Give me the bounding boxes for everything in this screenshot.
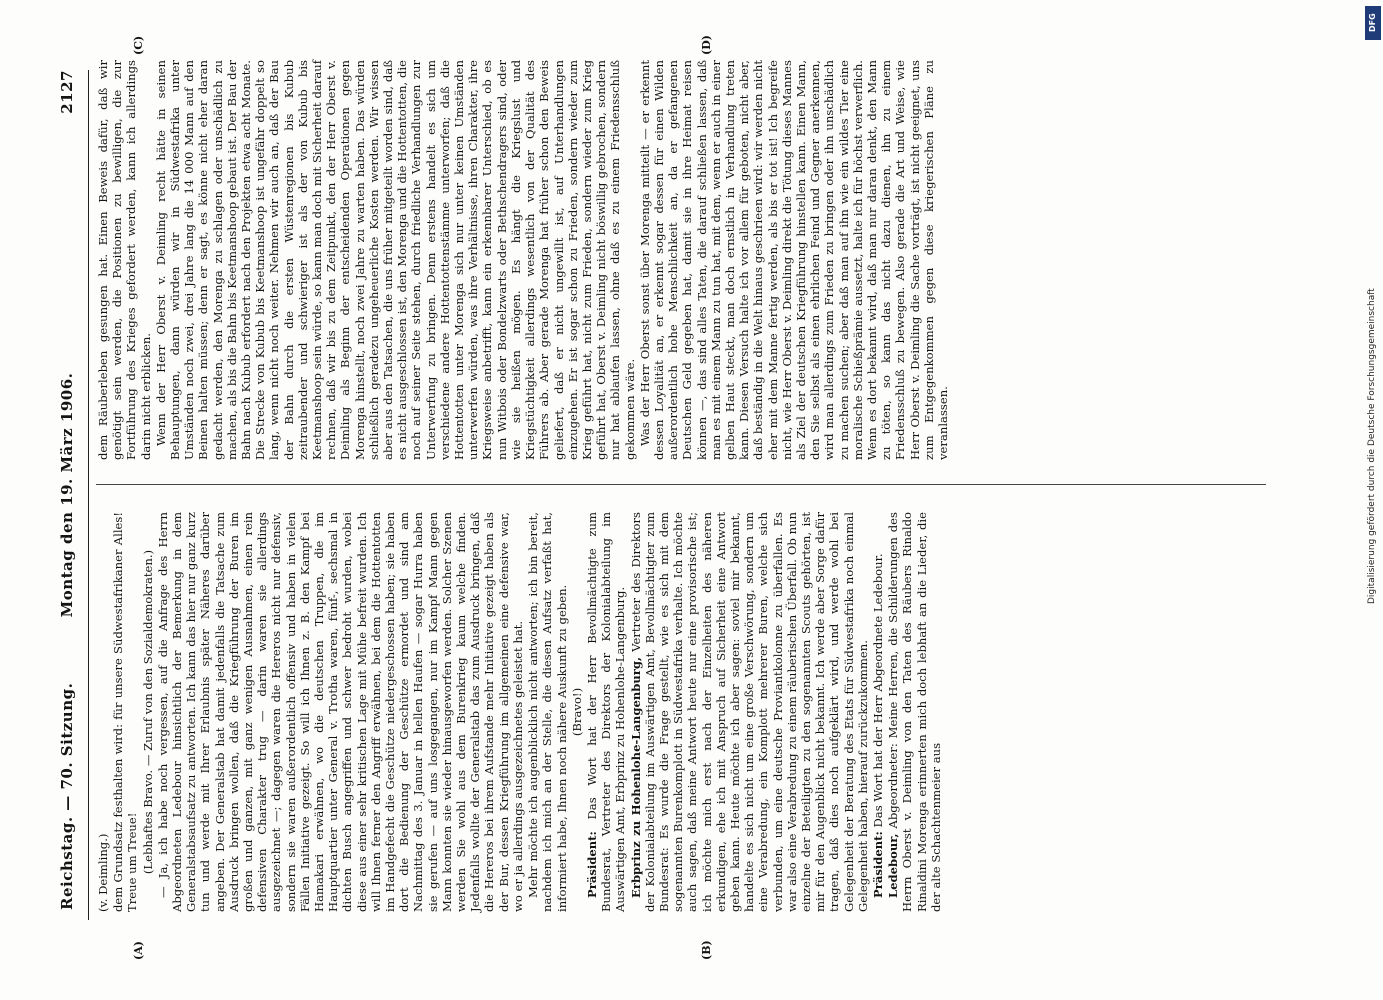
text-paragraph: Wenn der Herr Oberst v. Deimling recht hätte in seinen Behauptungen, dann würden wir in Südwestafrika unter Umständen noch zwei, drei Jahre lang die 14 000 Mann auf den Beinen halten müssen; denn er sagt, es könne nicht eher daran gedacht werden, den Morenga zu schlagen oder unschädlich zu machen, als bis die Bahn bis Keetmanshoop gebaut ist. Der Bau der Bahn nach Kubub erfordert nach den Projekten etwa acht Monate. Die Strecke von Kubub bis Keetmanshoop ist ungefähr doppelt so lang, wenn nicht noch weiter. Nehmen wir auch an, daß der Bau der Bahn durch die ersten Wüstenregionen bis Kubub zeitraubender und schwieriger ist als der von Kubub bis Keetmanshoop sein würde, so kann man doch mit Sicherheit darauf rechnen, daß wir bis zu dem Zeitpunkt, den der Herr Oberst v. Deimling als Beginn der entscheidenden Operationen gegen Morenga hinstellt, noch zwei Jahre zu warten haben. Das würden schließlich geradezu ungeheuerliche Kosten werden. Wir wissen aber aus den Tatsachen, die uns früher mitgeteilt worden sind, daß es nicht ausgeschlossen ist, den Morenga und die Hottentotten, die noch auf seiner Seite stehen, durch friedliche Verhandlungen zur Unterwerfung zu bringen. Denn erstens handelt es sich um verschiedene andere Hottentottenstämme unterworfen; daß die Hottentotten unter Morenga sich nur unter keinen Umständen unterwerfen würden, was ihre Verhältnisse, ihren Charakter, ihre Kriegsweise anbetrifft, kann ein erkennbarer Unterschied, ob es nun Witbois oder Bondelzwarts oder Bethschendragers sind, oder wie sie heißen mögen. Es hängt die Kriegslust und Kriegstüchtigkeit allerdings wesentlich von der Qualität des Führers ab. Aber gerade Morenga hat früher schon den Beweis geliefert, daß er nicht ungewillt ist, auf Unterhandlungen einzugehen. Er ist sogar schon zu Frieden, sondern wieder zum Krieg geführt hat, nicht zum Frieden, sondern wieder zum Krieg geführt hat, Oberst v. Deimling nicht böswillig gebrochen, sondern nur hat ablaufen lassen, ohne daß es zu einem Friedensschluß gekommen wäre. (153, 60, 637, 460)
speech-paragraph (629, 512, 870, 912)
text-paragraph: Mehr möchte ich augenblicklich nicht antworten; ich bin bereit, nachdem ich mich an der Stelle, die diesen Aufsatz verfaßt hat, informiert habe, Ihnen noch nähere Auskunft zu geben. (526, 512, 569, 912)
margin-a: (A) (132, 941, 145, 960)
speaker-name: Präsident: (870, 831, 885, 898)
text-paragraph: — Ja, ich habe noch vergessen, auf die Anfrage des Herrn Abgeordneten Ledebour hinsichtlich der Bemerkung in dem Generalstabsaufsatz zu antworten. Ich kann das hier nur ganz kurz tun und werde mit Ihrer Erlaubnis später Näheres darüber angeben. Der Generalstab hat damit jedenfalls die Tatsache zum Ausdruck bringen wollen, daß die Kriegführung der Buren im großen und ganzen, mit ganz wenigen Ausnahmen, einen rein defensiven Charakter trug — darin waren sie allerdings ausgezeichnet —; dagegen waren die Hereros nicht nur defensiv, sondern sie waren außerordentlich offensiv und haben in vielen Fällen Initiative gezeigt. So will ich Ihnen z. B. den Kampf bei Hamakari erwähnen, wo die deutschen Truppen, die im Hauptquartier unter General v. Trotha waren, fünf-, sechsmal in dichten Busch angegriffen und schwer bedroht wurden, wobei diese aus einer sehr kritischen Lage mit Mühe befreit wurden. Ich will Ihnen ferner den Angriff erwähnen, bei dem die Hottentotten im Handgefecht die Geschütze niedergeschossen haben; sie haben dort die Bedienung der Geschütze ermordet und sind am Nachmittag des 3. Januar in hellen Haufen — sogar Hurra haben sie gerufen — auf uns losgegangen, nur im Kampf Mann gegen Mann konnten sie wieder hinausgeworfen werden. Solcher Szenen werden Sie wohl aus dem Burenkrieg kaum welche finden. Jedenfalls wollte der Generalstab das zum Ausdruck bringen, daß die Hereros bei ihrem Aufstande mehr Initiative gezeigt haben als der Bur, dessen Kriegführung im allgemeinen eine defensive war, wo er ja allerdings ausgezeichnetes geleistet hat. (155, 512, 525, 912)
margin-b: (B) (700, 940, 713, 960)
header-session: Reichstag. — 70. Sitzung. (58, 682, 76, 910)
speech-text: Das Wort hat der Herr Bevollmächtigte zum Bundesrat, Vertreter des Direktors der Kolonialabteilung im Auswärtigen Amt, Erbprinz zu Hohenlohe-Langenburg. (584, 512, 628, 912)
text-paragraph: dem Grundsatz festhalten wird: für unsere Südwestafrikaner Alles! Treue um Treue! (111, 512, 140, 912)
header-date: Montag den 19. März 1906. (58, 372, 76, 618)
dfg-logo: DFG (1365, 6, 1381, 40)
speech-paragraph (886, 512, 943, 912)
speaker-name: Präsident: (584, 831, 599, 898)
speech-text: Das Wort hat der Herr Abgeordnete Ledebour. (870, 553, 885, 832)
margin-d: (D) (700, 35, 713, 55)
text-paragraph: dem Räuberleben gesungen hat. Einen Beweis dafür, daß wir genötigt sein werden, die Positionen zu bewilligen, die zur Fortführung des Krieges gefordert werden, kann ich allerdings darin nicht erblicken. (96, 60, 153, 460)
speech-text: Abgeordneter: Meine Herren, die Schilderungen des Herrn Oberst v. Deimling von den Taten des Räubers Rinaldo Rinaldini Morenga erinnerten mich doch lebhaft an die Lieder, die der alte Schachtenmeier aus (886, 512, 943, 912)
left-column (96, 512, 944, 912)
page-header (58, 70, 88, 920)
text-paragraph: (v. Deimling.) (96, 833, 110, 912)
margin-c: (C) (132, 35, 145, 55)
speech-paragraph (871, 512, 885, 912)
interjection: (Lebhaftes Bravo. — Zuruf von den Sozialdemokraten.) (140, 549, 155, 875)
text-paragraph: Was der Herr Oberst sonst über Morenga mitteilt — er erkennt dessen Loyalität an, er erkennt sogar dessen für einen Wilden außerordentlich hohe Menschlichkeit an, da er gefangenen Deutschen Geld gegeben hat, damit sie in ihre Heimat reisen können —, das sind alles Taten, die darauf schließen lassen, daß man es mit einem Mann zu tun hat, mit dem, wenn er auch in einer gelben Haut steckt, man doch ernstlich in Verhandlung treten kann. Diesen Versuch halte ich vor allem für geboten, nicht aber, daß beständig in die Welt hinaus geschrieen wird: wir werden nicht eher mit dem Manne fertig werden, als bis er tot ist! Ich begreife nicht, wie Herr Oberst v. Deimling direkt die Tötung dieses Mannes als Ziel der deutschen Kriegführung hinstellen kann. Einen Mann, den Sie selbst als einen ehrlichen Feind und Gegner anerkennen, wird man allerdings zum Frieden zu bringen oder ihn unschädlich zu machen suchen; aber daß man auf ihn wie ein wildes Tier eine moralische Schießprämie aussetzt, halte ich für höchst verwerflich. Wenn es dort bekannt wird, daß man nur daran denkt, den Mann zu töten, so kann das nicht dazu dienen, ihn zu einem Friedensschluß zu bewegen. Also gerade die Art und Weise, wie Herr Oberst v. Deimling die Sache vorträgt, ist nicht geeignet, uns zum Entgegenkommen gegen diese kriegerischen Pläne zu veranlassen. (637, 60, 950, 460)
header-rule (88, 70, 89, 920)
speech-text: Vertreter des Direktors der Kolonialabteilung im Auswärtigen Amt, Bevollmächtigter zum Bundesrat: Es wurde die Frage gestellt, wie es sich mit dem sogenannten Burenkomplott in Südwestafrika verhalte. Ich möchte auch sagen, daß meine Antwort heute nur eine provisorische ist; ich möchte mich erst nach der Einzelheiten des näheren erkundigen, ehe ich mit Anspruch auf Sicherheit eine Antwort geben kann. Heute möchte ich aber sagen: soviel mir bekannt, handelte es sich nicht um eine große Verschwörung, sondern um eine Verabredung, ein Komplott mehrerer Buren, welche sich verbunden, um eine deutsche Proviantkolonne zu überfallen. Es war also eine Verabredung zu einem räuberischen Überfall. Ob nun einzelne der Beteiligten zu den sogenannten Scouts gehörten, ist mir für den Augenblick nicht bekannt. Ich werde aber Sorge dafür tragen, daß dies noch aufgeklärt wird, und werde wohl bei Gelegenheit der Beratung des Etats für Südwestafrika noch einmal Gelegenheit haben, hierauf zurückzukommen. (628, 511, 870, 912)
interjection: (Bravo!) (569, 687, 584, 737)
speech-paragraph (585, 512, 628, 912)
right-column (96, 60, 951, 460)
speaker-name: Erbprinz zu Hohenlohe-Langenburg, (628, 656, 643, 898)
speaker-name: Ledebour, (886, 833, 901, 898)
digitization-credit: Digitalisierung gefördert durch die Deutsche Forschungsgemeinschaft (1367, 288, 1377, 604)
column-divider (96, 484, 1266, 485)
page-number: 2127 (58, 70, 76, 114)
